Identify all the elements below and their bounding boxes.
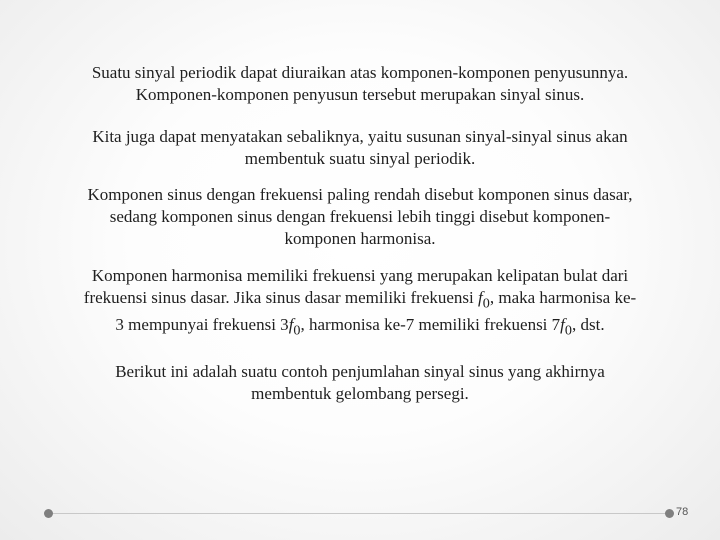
paragraph-4-text-2: , maka harmonisa ke-3 mempunyai frekuensi 3 xyxy=(115,288,637,335)
slide-body xyxy=(80,62,640,405)
freq-symbol: f xyxy=(478,288,483,307)
paragraph-4-text-4: , dst. xyxy=(571,315,605,335)
paragraph-1: Suatu sinyal periodik dapat diuraikan atas komponen-komponen penyusunnya. Komponen-komponen penyusun tersebut merupakan sinyal sinus. xyxy=(91,63,629,104)
freq-symbol: f xyxy=(560,315,565,335)
freq-subscript: 0 xyxy=(293,322,301,339)
page-number: 78 xyxy=(676,506,689,518)
paragraph-4-text-3: , harmonisa ke-7 memiliki frekuensi 7 xyxy=(300,315,561,335)
freq-subscript: 0 xyxy=(564,322,572,339)
footer-dot-left xyxy=(44,509,53,518)
paragraph-4 xyxy=(80,265,640,342)
paragraph-4-text-1: Komponen harmonisa memiliki frekuensi yang merupakan kelipatan bulat dari frekuensi sinus dasar. Jika sinus dasar memiliki frekuensi xyxy=(83,266,629,307)
freq-subscript: 0 xyxy=(482,295,490,312)
paragraph-2: Kita juga dapat menyatakan sebaliknya, yaitu susunan sinyal-sinyal sinus akan membentuk suatu sinyal periodik. xyxy=(92,127,628,168)
freq-symbol: f xyxy=(288,315,294,335)
footer-dot-right xyxy=(665,509,674,518)
paragraph-3: Komponen sinus dengan frekuensi paling rendah disebut komponen sinus dasar, sedang komponen sinus dengan frekuensi lebih tinggi disebut komponen-komponen harmonisa. xyxy=(87,185,633,248)
footer-divider xyxy=(48,513,670,514)
paragraph-5: Berikut ini adalah suatu contoh penjumlahan sinyal sinus yang akhirnya membentuk gelombang persegi. xyxy=(115,361,605,403)
